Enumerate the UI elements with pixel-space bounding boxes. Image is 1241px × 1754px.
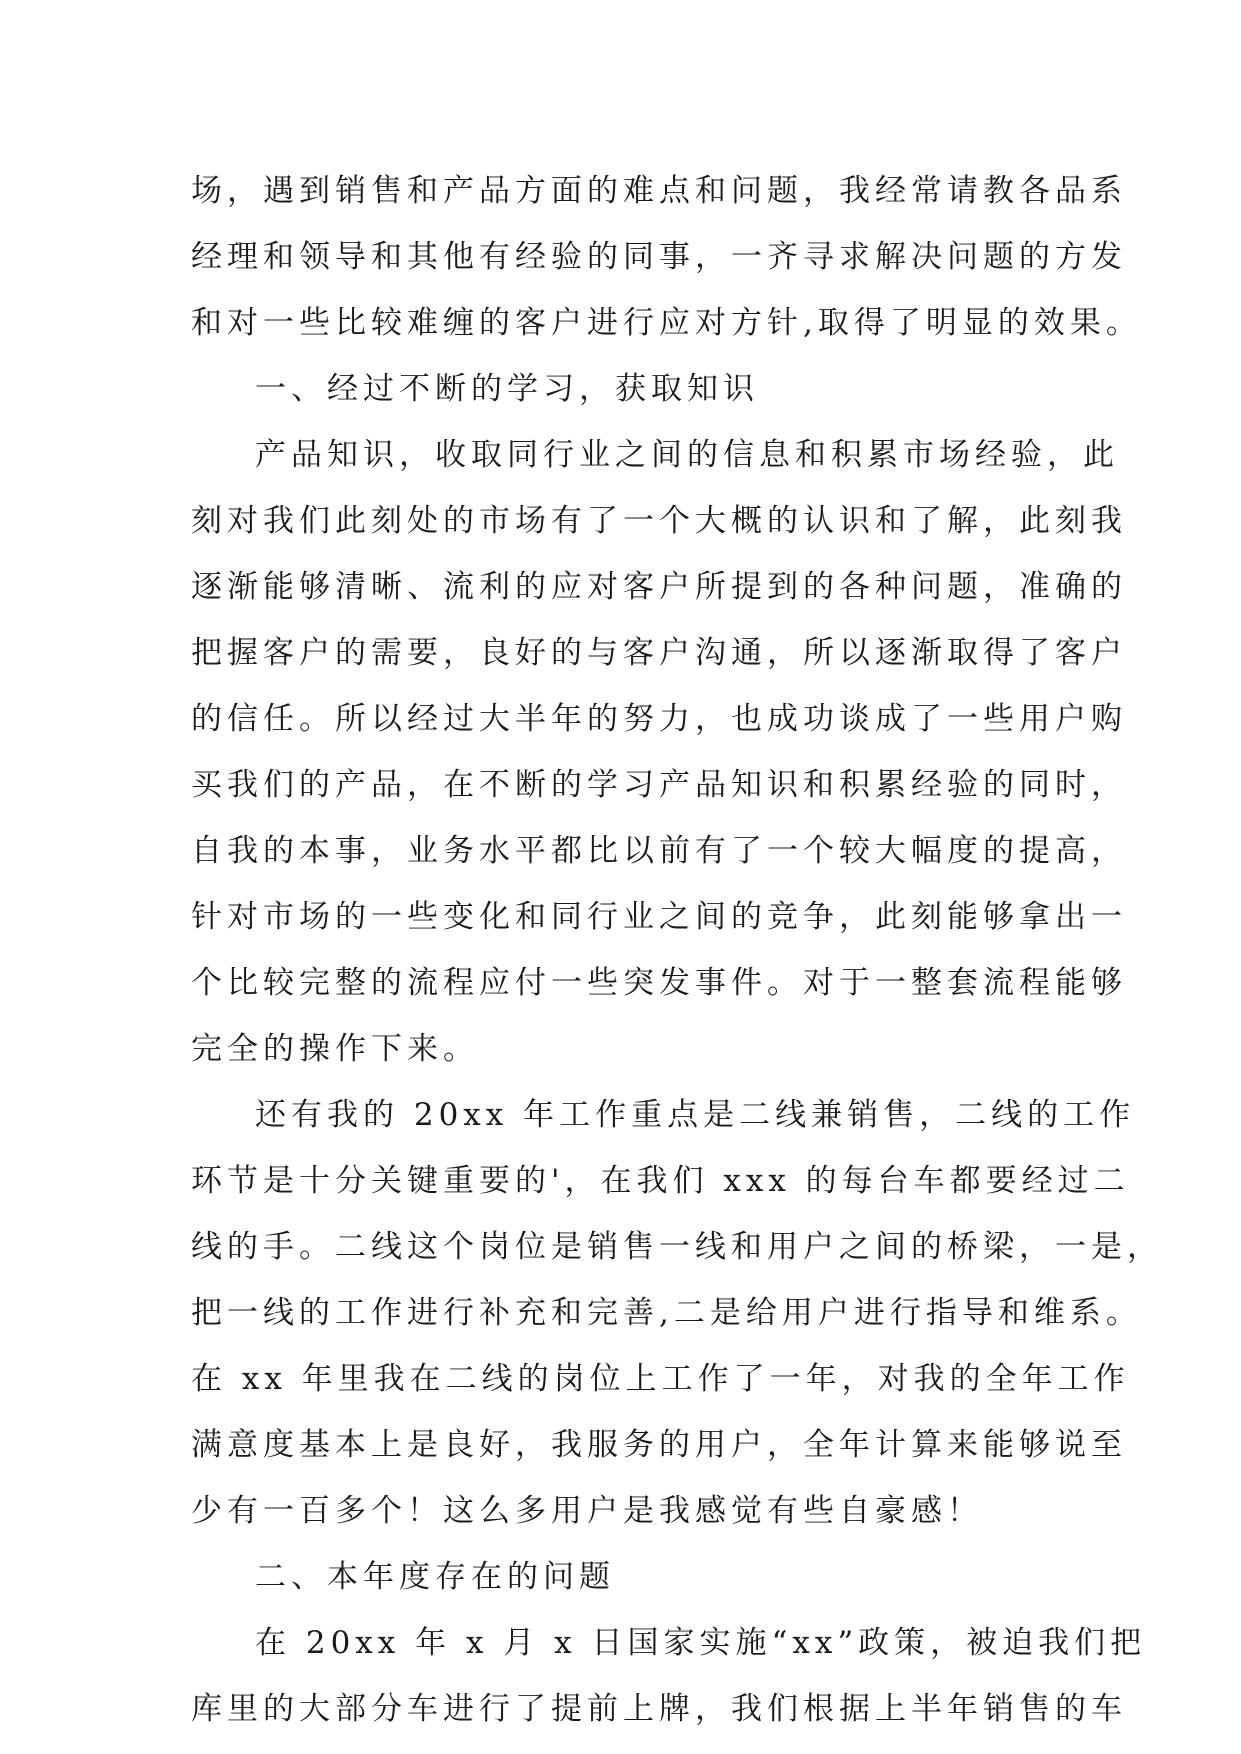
text-line: 完全的操作下来。 [191, 1031, 479, 1067]
text-line: 场，遇到销售和产品方面的难点和问题，我经常请教各品系 [191, 173, 1127, 209]
text-line: 把握客户的需要，良好的与客户沟通，所以逐渐取得了客户 [191, 635, 1127, 671]
text-line: 满意度基本上是良好，我服务的用户，全年计算来能够说至 [191, 1427, 1127, 1463]
document-body [191, 158, 1163, 1742]
paragraph-start: 还有我的 20xx 年工作重点是二线兼销售，二线的工作 [255, 1097, 1136, 1133]
text-line: 买我们的产品，在不断的学习产品知识和积累经验的同时， [191, 767, 1127, 803]
text-line: 线的手。二线这个岗位是销售一线和用户之间的桥梁，一是， [191, 1229, 1163, 1265]
text-line: 库里的大部分车进行了提前上牌，我们根据上半年销售的车 [191, 1691, 1127, 1727]
text-line: 把一线的工作进行补充和完善,二是给用户进行指导和维系。 [191, 1295, 1142, 1331]
text-line: 少有一百多个！这么多用户是我感觉有些自豪感！ [191, 1493, 983, 1529]
text-line: 针对市场的一些变化和同行业之间的竞争，此刻能够拿出一 [191, 899, 1127, 935]
text-line: 自我的本事，业务水平都比以前有了一个较大幅度的提高， [191, 833, 1127, 869]
section-heading: 二、本年度存在的问题 [255, 1559, 615, 1595]
paragraph-start: 产品知识，收取同行业之间的信息和积累市场经验，此 [255, 437, 1119, 473]
text-line: 经理和领导和其他有经验的同事，一齐寻求解决问题的方发 [191, 239, 1127, 275]
text-line: 刻对我们此刻处的市场有了一个大概的认识和了解，此刻我 [191, 503, 1127, 539]
text-line: 逐渐能够清晰、流利的应对客户所提到的各种问题，准确的 [191, 569, 1127, 605]
text-line: 在 xx 年里我在二线的岗位上工作了一年，对我的全年工作 [191, 1361, 1130, 1397]
section-heading: 一、经过不断的学习，获取知识 [255, 371, 759, 407]
text-line: 环节是十分关键重要的'，在我们 xxx 的每台车都要经过二 [191, 1163, 1130, 1199]
text-line: 的信任。所以经过大半年的努力，也成功谈成了一些用户购 [191, 701, 1127, 737]
paragraph-start: 在 20xx 年 x 月 x 日国家实施“xx”政策，被迫我们把 [255, 1625, 1147, 1661]
text-line: 和对一些比较难缠的客户进行应对方针,取得了明显的效果。 [191, 305, 1142, 341]
text-line: 个比较完整的流程应付一些突发事件。对于一整套流程能够 [191, 965, 1127, 1001]
